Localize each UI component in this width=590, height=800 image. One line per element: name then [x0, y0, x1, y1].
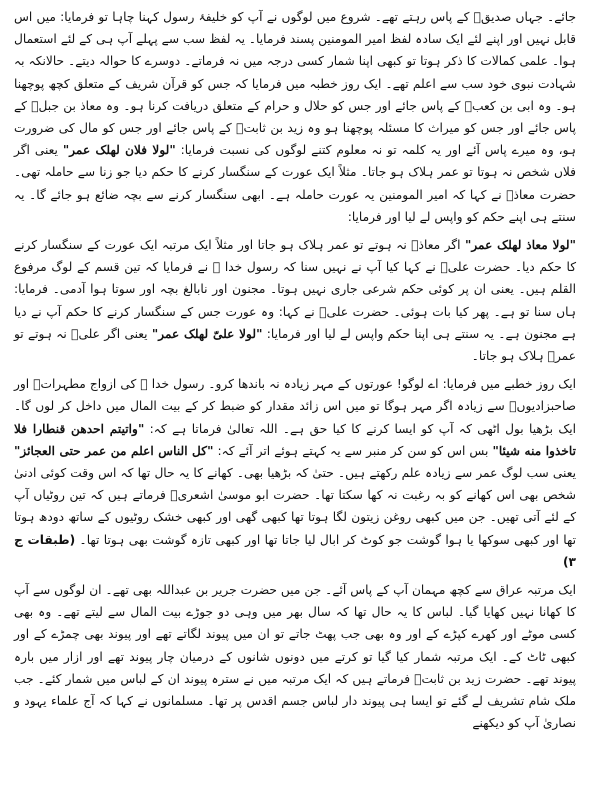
paragraph-4	[14, 579, 576, 734]
arabic-quote-2: "لولا معاذ لهلک عمر"	[464, 238, 576, 253]
paragraph-2-tail: اگر معاذؓ نہ ہوتے تو عمر ہلاک ہو جاتا اور مثلاً ایک مرتبہ ایک عورت کے سنگسار کرنے کا حکم دیا۔ حضرت علیؓ نے کہا کیا آپ نے نہیں سنا کہ رسول خدا ﷺ نے فرمایا کہ تین قسم کے لوگ مرفوع القلم ہیں۔ یعنی ان پر کوئی حکم شرعی جاری نہیں ہوتا۔ مجنون اور نابالغ بچہ اور سوتا ہوا آدمی۔ فرمایا: ہاں سنا تو ہے۔ پھر کیا بات ہوئی۔ حضرت علیؓ نے کہا: وہ عورت جس کے سنگسار کرنے کا حکم آپ نے دیا ہے مجنون ہے۔ یہ سنتے ہی اپنا حکم واپس لے لیا اور فرمایا:	[14, 238, 577, 341]
arabic-quote-5: "كل الناس اعلم من عمر حتى العجائز"	[14, 443, 214, 458]
arabic-quote-3: "لولا علیّ لهلک عمر"	[151, 326, 263, 341]
paragraph-4-text: ایک مرتبہ عراق سے کچھ مہمان آپ کے پاس آئے۔ جن میں حضرت جریر بن عبداللہ بھی تھے۔ ان لوگوں سے آپ کا کھانا نہیں کھایا گیا۔ لباس کا یہ حال تھا کہ سال بھر میں وہی دو جوڑے بیت المال سے لیتے تھے۔ وہ بھی کسی موٹے اور کھرے کپڑے کے اور وہ بھی جب پھٹ جاتے تو ان میں پیوند لگاتے تھے اور پیوند بھی چمڑے کے اور کبھی ٹاٹ کے۔ ایک مرتبہ شمار کیا گیا تو کرتے میں دونوں شانوں کے درمیان چار پیوند تھے اور ازار میں بارہ پیوند تھے۔ حضرت زید بن ثابتؓ فرماتے ہیں کہ ایک مرتبہ میں نے سترہ پیوند ان کے لباس میں شمار کئے۔ جب ملک شام تشریف لے گئے تو ایسا ہی پیوند دار لباس جسم اقدس پر تھا۔ مسلمانوں نے کہا کہ آج علماء یہود و نصاریٰ آپ کو دیکھنے	[14, 583, 576, 731]
paragraph-3-tail: بس اس کو سن کر منبر سے یہ کہتے ہوئے اتر آئے کہ:	[217, 443, 489, 458]
paragraph-2-tail-2: یعنی اگر علیؓ نہ ہوتے تو عمرؓ ہلاک ہو جاتا۔	[14, 326, 576, 364]
reference-citation: (طبقات ج ۳)	[14, 532, 576, 569]
arabic-quote-1: "لولا فلان لهلک عمر"	[62, 143, 176, 158]
paragraph-1-tail: یعنی اگر فلاں شخص نہ ہوتا تو عمر ہلاک ہو جاتا۔ مثلاً ایک عورت کے سنگسار کرنے کا حکم دیا جو زنا سے حاملہ تھی۔ حضرت معاذؓ نے کہا کہ امیر المومنین یہ عورت حاملہ ہے۔ ابھی سنگسار کرنے سے بچہ ضائع ہو جائے گا۔ یہ سنتے ہی اپنے حکم کو واپس لے لیا اور فرمایا:	[14, 143, 576, 224]
paragraph-1	[14, 6, 576, 228]
paragraph-3-tail-2: یعنی سب لوگ عمر سے زیادہ علم رکھتے ہیں۔ حتیٰ کہ بڑھیا بھی۔ کھانے کا یہ حال تھا کہ اس وقت کوئی ادنیٰ شخص بھی اس کھانے کو بہ رغبت نہ کھا سکتا تھا۔ حضرت ابو موسیٰ اشعریؓ فرماتے ہیں کہ تین روٹیاں آپ کے لئے آتی تھیں۔ جن میں کبھی روغن زیتون لگا ہوتا تھا کبھی گھی اور کبھی خشک روٹیوں کے ساتھ دودھ ہوتا تھا اور کبھی سوکھا یا ہوا گوشت جو کوٹ کر ابال لیا جاتا تھا اور کبھی تازہ گوشت بھی ہوتا تھا۔	[14, 466, 576, 547]
paragraph-3	[14, 373, 576, 573]
paragraph-1-text: جائے۔ جہاں صدیقؓ کے پاس رہتے تھے۔ شروع میں لوگوں نے آپ کو خلیفۂ رسول کہنا چاہا تو فرمایا: میں اس قابل نہیں اور اپنے لئے ایک سادہ لفظ امیر المومنین پسند فرمایا۔ یہ لفظ سب سے پہلے آپ ہی کے لئے استعمال ہوا۔ علمی کمالات کا ذکر ہوتا تو کبھی اپنا شمار کسی درجہ میں نہ فرماتے۔ دوسرے کا حوالہ دیتے۔ حالانکہ بہ شہادت نبوی خود سب سے اعلم تھے۔ ایک روز خطبہ میں فرمایا کہ جس کو قرآن شریف کے متعلق کچھ پوچھنا ہو۔ وہ ابی بن کعبؓ کے پاس جائے اور جس کو حلال و حرام کے متعلق دریافت کرنا ہو۔ وہ معاذ بن جبلؓ کے پاس جائے اور جس کو میراث کا مسئلہ پوچھنا ہو وہ زید بن ثابتؓ کے پاس جائے اور جس کو مال کی ضرورت ہو، وہ میرے پاس آئے اور یہ کلمہ تو نہ معلوم کتنے لوگوں کی نسبت فرمایا:	[14, 10, 577, 158]
arabic-quote-4: "واتيتم احدهن قنطارا فلا تاخذوا منه شيئا"	[14, 421, 577, 458]
paragraph-3-text: ایک روز خطبے میں فرمایا: اے لوگو! عورتوں کے مہر زیادہ نہ باندھا کرو۔ رسول خدا ﷺ کی ازواج مطہراتؓ اور صاحبزادیوںؓ سے زیادہ اگر مہر ہوگا تو میں اس زائد مقدار کو ضبط کر کے بیت المال میں داخل کر لوں گا۔ ایک بڑھیا بول اٹھی کہ آپ کو ایسا کرنے کا کیا حق ہے۔ اللہ تعالیٰ فرماتا ہے کہ:	[14, 377, 577, 436]
paragraph-2	[14, 234, 576, 367]
